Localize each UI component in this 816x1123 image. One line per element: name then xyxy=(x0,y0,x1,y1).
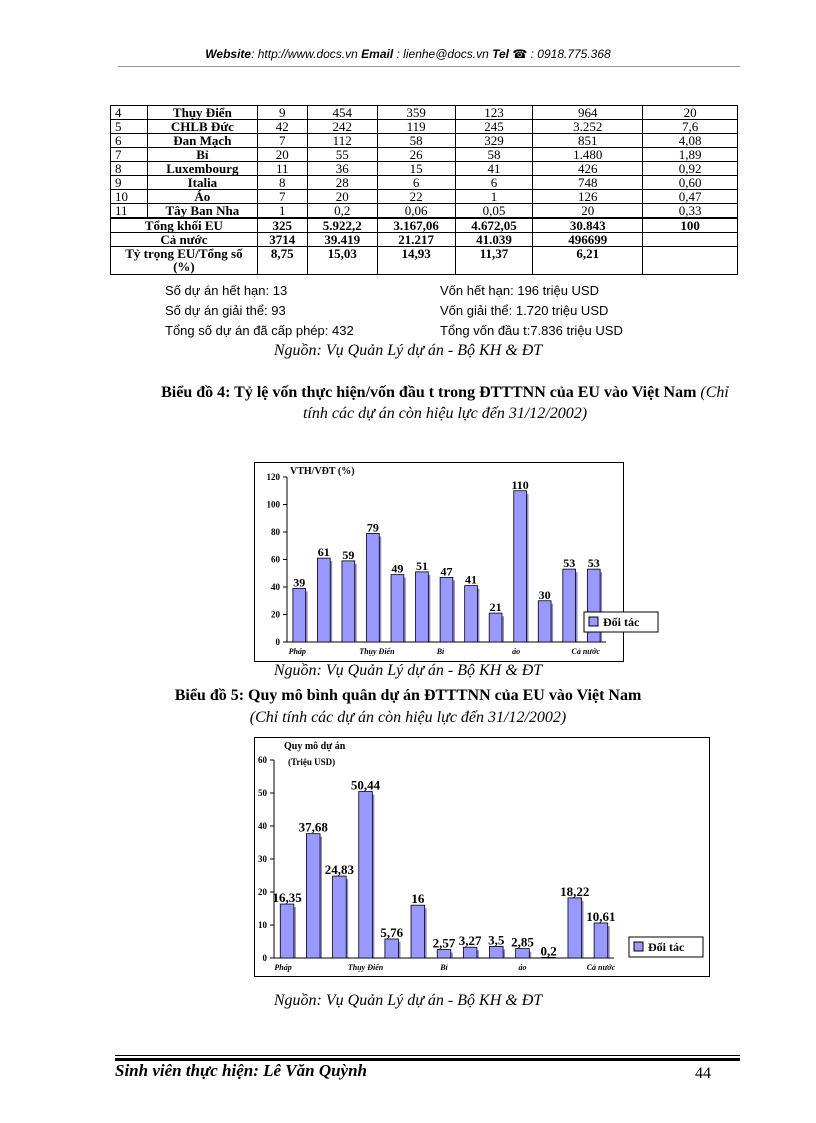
cell-value: 41.039 xyxy=(455,233,533,247)
table-row xyxy=(111,204,738,219)
cell-value: 0,47 xyxy=(643,190,738,204)
cell-value: 0,06 xyxy=(377,204,455,219)
bar xyxy=(563,569,576,642)
cell-value: 20 xyxy=(257,148,307,162)
x-tick-label: áo xyxy=(518,963,527,972)
cell-value: 359 xyxy=(377,106,455,120)
x-tick-label: Thụy Điển xyxy=(359,647,395,656)
y-tick-label: 0 xyxy=(262,953,267,963)
cell-value: 0,2 xyxy=(307,204,377,219)
bar xyxy=(416,572,429,642)
bar xyxy=(317,558,330,642)
chart4-caption xyxy=(155,382,735,424)
chart4-caption-note: (Chỉ tính các dự án còn hiệu lực đến 31/12/2002) xyxy=(302,384,729,422)
cell-value: 329 xyxy=(455,134,533,148)
table-row xyxy=(111,134,738,148)
data-label: 18,22 xyxy=(560,883,590,899)
footer-author: Sinh viên thực hiện: Lê Văn Quỳnh xyxy=(115,1061,368,1080)
cell-value: 126 xyxy=(533,190,643,204)
y-tick-label: 100 xyxy=(266,499,280,510)
cell-value: 325 xyxy=(257,218,307,233)
cell-value: 0,92 xyxy=(643,162,738,176)
notes-right xyxy=(440,281,623,341)
cell-value: 8 xyxy=(257,176,307,190)
bar xyxy=(391,575,404,642)
data-label: 61 xyxy=(317,545,330,560)
cell-value: 6 xyxy=(377,176,455,190)
cell-value: 20 xyxy=(643,106,738,120)
cell-value: 119 xyxy=(377,120,455,134)
cell-value: 39.419 xyxy=(307,233,377,247)
cell-value: 112 xyxy=(307,134,377,148)
country-name: Áo xyxy=(147,190,257,204)
cell-value: 4,08 xyxy=(643,134,738,148)
data-label: 2,57 xyxy=(432,935,456,951)
legend-swatch xyxy=(589,617,598,626)
chart-vth-ratio xyxy=(254,462,640,662)
data-label: 0,2 xyxy=(540,943,557,959)
cell-value: 58 xyxy=(377,134,455,148)
cell-value: 28 xyxy=(307,176,377,190)
row-index: 4 xyxy=(111,106,148,120)
cell-value: 26 xyxy=(377,148,455,162)
email-address[interactable]: : lienhe@docs.vn xyxy=(396,47,489,61)
cell-value: 1.480 xyxy=(533,148,643,162)
table-row xyxy=(111,190,738,204)
note-expired-projects: Số dự án hết hạn: 13 xyxy=(165,283,288,298)
cell-value: 14,93 xyxy=(377,247,455,275)
total-label: Tỷ trọng EU/Tổng số (%) xyxy=(111,247,258,275)
data-label: 51 xyxy=(415,558,428,573)
cell-value: 1 xyxy=(455,190,533,204)
cell-value: 6 xyxy=(455,176,533,190)
country-name: Thụy Điển xyxy=(147,106,257,120)
data-label: 59 xyxy=(342,547,355,562)
cell-value: 100 xyxy=(643,218,738,233)
chart5-caption xyxy=(0,685,816,729)
data-label: 47 xyxy=(440,564,453,579)
chart5-caption-note: (Chỉ tính các dự án còn hiệu lực đến 31/12/2002) xyxy=(249,709,567,726)
bar xyxy=(306,834,320,958)
tel-label: Tel xyxy=(492,47,509,61)
cell-value: 30.843 xyxy=(533,218,643,233)
country-name: Luxembourg xyxy=(147,162,257,176)
y-tick-label: 60 xyxy=(258,755,267,765)
y-tick-label: 120 xyxy=(266,472,280,482)
cell-value: 20 xyxy=(533,204,643,219)
chart-project-scale xyxy=(254,737,710,977)
row-index: 9 xyxy=(111,176,148,190)
cell-value: 0,05 xyxy=(455,204,533,219)
data-label: 53 xyxy=(587,556,600,571)
page-number: 44 xyxy=(695,1065,711,1082)
y-tick-label: 20 xyxy=(271,609,280,620)
cell-value: 7 xyxy=(257,134,307,148)
legend-label: Đối tác xyxy=(648,940,685,954)
notes-left xyxy=(165,281,354,341)
data-label: 30 xyxy=(538,587,551,602)
cell-value: 7 xyxy=(257,190,307,204)
bar xyxy=(440,577,453,642)
total-label: Cả nước xyxy=(111,233,258,247)
cell-value: 1,89 xyxy=(643,148,738,162)
cell-value: 42 xyxy=(257,120,307,134)
data-label: 39 xyxy=(293,575,306,590)
bar xyxy=(489,613,502,642)
data-label: 41 xyxy=(465,572,478,587)
bar xyxy=(367,533,380,642)
cell-value: 245 xyxy=(455,120,533,134)
note-dissolved-capital: Vốn giải thể: 1.720 triệu USD xyxy=(440,303,609,318)
source-note-2: Nguồn: Vụ Quản Lý dự án - Bộ KH & ĐT xyxy=(273,662,543,679)
bar xyxy=(437,950,451,958)
data-label: 110 xyxy=(511,477,529,492)
note-total-capital: Tổng vốn đầu t:7.836 triệu USD xyxy=(440,323,623,338)
source-note-3: Nguồn: Vụ Quản Lý dự án - Bộ KH & ĐT xyxy=(273,992,543,1009)
row-index: 7 xyxy=(111,148,148,162)
bar xyxy=(463,947,477,958)
cell-value: 0,33 xyxy=(643,204,738,219)
cell-value: 851 xyxy=(533,134,643,148)
bar xyxy=(465,586,478,642)
table-row xyxy=(111,106,738,120)
country-name: Đan Mạch xyxy=(147,134,257,148)
cell-value: 1 xyxy=(257,204,307,219)
table-row xyxy=(111,148,738,162)
y-tick-label: 0 xyxy=(275,637,280,647)
cell-value: 748 xyxy=(533,176,643,190)
chart5-caption-title: Biểu đồ 5: Quy mô bình quân dự án ĐTTTNN của EU vào Việt Nam xyxy=(174,687,642,704)
bar xyxy=(490,946,504,958)
data-label: 53 xyxy=(563,556,576,571)
note-dissolved-projects: Số dự án giải thể: 93 xyxy=(165,303,286,318)
total-label: Tổng khối EU xyxy=(111,218,258,233)
country-name: Tây Ban Nha xyxy=(147,204,257,219)
cell-value: 55 xyxy=(307,148,377,162)
cell-value: 3714 xyxy=(257,233,307,247)
x-tick-label: Thụy Điển xyxy=(347,963,384,972)
row-index: 5 xyxy=(111,120,148,134)
cell-value: 4.672,05 xyxy=(455,218,533,233)
cell-value: 6,21 xyxy=(533,247,643,275)
cell-value: 242 xyxy=(307,120,377,134)
chart-title: VTH/VĐT (%) xyxy=(290,466,355,477)
bar xyxy=(514,491,527,642)
y-tick-label: 60 xyxy=(271,554,280,565)
cell-value: 20 xyxy=(307,190,377,204)
cell-value: 8,75 xyxy=(257,247,307,275)
y-tick-label: 50 xyxy=(258,788,267,798)
bar xyxy=(280,904,294,958)
bar xyxy=(385,939,399,958)
data-label: 16,35 xyxy=(272,890,302,906)
bar xyxy=(359,792,373,958)
country-name: Italia xyxy=(147,176,257,190)
chart-title: Quy mô dự án xyxy=(284,741,346,752)
x-tick-label: Bỉ xyxy=(436,647,445,656)
data-label: 49 xyxy=(391,561,404,576)
table-row xyxy=(111,176,738,190)
cell-value: 454 xyxy=(307,106,377,120)
cell-value: 3.252 xyxy=(533,120,643,134)
bar xyxy=(333,876,347,958)
cell-value xyxy=(643,233,738,247)
page-header xyxy=(0,47,816,61)
data-label: 3,27 xyxy=(458,933,482,949)
email-label: Email xyxy=(361,47,394,61)
cell-value: 58 xyxy=(455,148,533,162)
table-total-row xyxy=(111,218,738,233)
bar xyxy=(411,905,425,958)
cell-value xyxy=(643,247,738,275)
data-label: 5,76 xyxy=(380,924,404,940)
fdi-table xyxy=(110,105,738,275)
cell-value: 41 xyxy=(455,162,533,176)
cell-value: 22 xyxy=(377,190,455,204)
cell-value: 3.167,06 xyxy=(377,218,455,233)
y-tick-label: 30 xyxy=(258,854,267,864)
row-index: 11 xyxy=(111,204,148,219)
row-index: 10 xyxy=(111,190,148,204)
note-expired-capital: Vốn hết hạn: 196 triệu USD xyxy=(440,283,599,298)
table-row xyxy=(111,162,738,176)
data-label: 21 xyxy=(489,600,502,615)
country-name: CHLB Đức xyxy=(147,120,257,134)
x-tick-label: Bỉ xyxy=(440,963,448,972)
tel-number: ☎ : 0918.775.368 xyxy=(512,47,611,61)
cell-value: 9 xyxy=(257,106,307,120)
row-index: 6 xyxy=(111,134,148,148)
cell-value: 964 xyxy=(533,106,643,120)
y-tick-label: 80 xyxy=(271,527,280,537)
cell-value: 15,03 xyxy=(307,247,377,275)
cell-value: 5.922,2 xyxy=(307,218,377,233)
legend-swatch xyxy=(634,942,643,951)
x-tick-label: Cả nước xyxy=(571,647,600,656)
header-divider xyxy=(118,66,740,67)
cell-value: 496699 xyxy=(533,233,643,247)
cell-value: 11,37 xyxy=(455,247,533,275)
cell-value: 21.217 xyxy=(377,233,455,247)
x-tick-label: Pháp xyxy=(288,647,306,656)
x-tick-label: Pháp xyxy=(274,963,292,972)
table-total-row xyxy=(111,233,738,247)
bar xyxy=(293,588,306,642)
website-label: Website xyxy=(205,47,252,61)
bar xyxy=(516,949,530,958)
website-url[interactable]: : http://www.docs.vn xyxy=(251,47,358,61)
y-tick-label: 40 xyxy=(271,582,280,592)
bar xyxy=(594,923,608,958)
data-label: 10,61 xyxy=(586,908,616,924)
x-tick-label: áo xyxy=(512,647,521,656)
bar xyxy=(342,561,355,642)
chart-subtitle: (Triệu USD) xyxy=(288,757,336,767)
footer-divider-thin xyxy=(115,1055,740,1056)
data-label: 79 xyxy=(366,520,379,535)
y-tick-label: 20 xyxy=(258,887,267,897)
cell-value: 7,6 xyxy=(643,120,738,134)
chart4-caption-title: Biểu đồ 4: Tỷ lệ vốn thực hiện/vốn đầu t trong ĐTTTNN của EU vào Việt Nam xyxy=(161,384,697,401)
cell-value: 123 xyxy=(455,106,533,120)
cell-value: 15 xyxy=(377,162,455,176)
bar xyxy=(538,601,551,642)
x-tick-label: Cả nước xyxy=(586,963,616,972)
cell-value: 0,60 xyxy=(643,176,738,190)
data-label: 3,5 xyxy=(488,932,505,948)
y-tick-label: 40 xyxy=(258,821,267,831)
data-label: 16 xyxy=(411,891,425,907)
legend-label: Đối tác xyxy=(603,615,640,629)
data-label: 50,44 xyxy=(350,777,381,793)
row-index: 8 xyxy=(111,162,148,176)
bar xyxy=(568,898,582,958)
data-label: 24,83 xyxy=(324,862,355,878)
y-tick-label: 10 xyxy=(258,920,267,930)
cell-value: 36 xyxy=(307,162,377,176)
table-total-row xyxy=(111,247,738,275)
data-label: 37,68 xyxy=(298,819,328,835)
note-licensed-projects: Tổng số dự án đã cấp phép: 432 xyxy=(165,323,354,338)
country-name: Bỉ xyxy=(147,148,257,162)
cell-value: 426 xyxy=(533,162,643,176)
data-label: 2,85 xyxy=(511,934,534,950)
source-note-1: Nguồn: Vụ Quản Lý dự án - Bộ KH & ĐT xyxy=(273,342,543,359)
cell-value: 11 xyxy=(257,162,307,176)
table-row xyxy=(111,120,738,134)
